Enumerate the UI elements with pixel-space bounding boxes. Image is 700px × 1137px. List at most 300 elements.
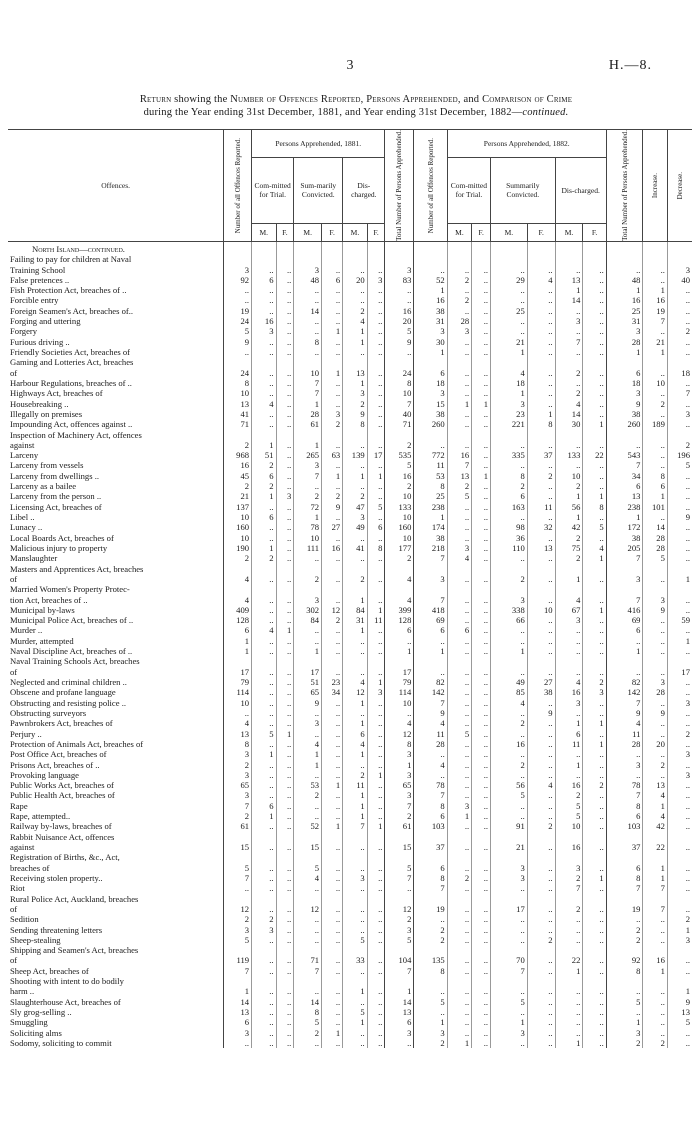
table-cell: .. xyxy=(527,368,555,378)
table-cell: .. xyxy=(491,636,528,646)
reported-1881-header: Number of all Offences Reported. xyxy=(224,130,252,242)
table-cell xyxy=(667,976,692,986)
table-cell: 16 xyxy=(385,306,414,316)
table-cell: .. xyxy=(527,770,555,780)
table-cell xyxy=(583,832,606,842)
table-cell: .. xyxy=(447,955,471,965)
table-cell: 63 xyxy=(322,450,343,460)
table-cell: .. xyxy=(447,595,471,605)
table-cell: 7 xyxy=(606,698,643,708)
table-cell: 1 xyxy=(606,347,643,357)
table-cell: 2 xyxy=(447,295,471,305)
table-cell: .. xyxy=(414,986,447,996)
table-cell xyxy=(491,976,528,986)
offence-label: Forcible entry xyxy=(10,295,59,306)
table-cell: .. xyxy=(252,997,276,1007)
table-cell: .. xyxy=(367,698,385,708)
table-cell: 2 xyxy=(343,574,367,584)
table-cell xyxy=(252,832,276,842)
table-cell xyxy=(643,894,667,904)
table-cell: 1 xyxy=(294,399,322,409)
table-cell: .. xyxy=(583,326,606,336)
table-cell: 2 xyxy=(555,533,583,543)
table-cell xyxy=(224,357,252,367)
table-cell: .. xyxy=(472,553,491,563)
table-cell: .. xyxy=(583,904,606,914)
table-cell: 18 xyxy=(606,378,643,388)
table-cell: .. xyxy=(527,625,555,635)
table-cell xyxy=(343,254,367,264)
table-cell xyxy=(643,656,667,666)
table-cell xyxy=(527,584,555,594)
table-cell: 114 xyxy=(385,687,414,697)
table-cell: 9 xyxy=(667,512,692,522)
table-cell xyxy=(555,976,583,986)
table-cell: 14 xyxy=(294,997,322,1007)
table-cell: .. xyxy=(527,615,555,625)
table-cell: .. xyxy=(447,388,471,398)
table-cell: .. xyxy=(414,265,447,275)
table-cell xyxy=(224,852,252,862)
offence-label: Receiving stolen property.. xyxy=(10,872,103,883)
table-cell xyxy=(643,945,667,955)
table-cell xyxy=(367,656,385,666)
table-cell xyxy=(322,894,343,904)
table-cell: .. xyxy=(583,1017,606,1027)
table-cell: 133 xyxy=(385,502,414,512)
table-cell: 15 xyxy=(224,842,252,852)
table-cell: .. xyxy=(276,388,294,398)
table-cell: .. xyxy=(583,955,606,965)
table-cell: 18 xyxy=(414,378,447,388)
table-cell xyxy=(385,357,414,367)
table-cell: 34 xyxy=(322,687,343,697)
table-cell xyxy=(276,584,294,594)
table-cell: 6 xyxy=(367,522,385,532)
table-row xyxy=(8,852,692,862)
table-row xyxy=(8,254,692,264)
total-1881-header: Total Number of Persons Apprehended. xyxy=(385,130,414,242)
table-cell xyxy=(224,254,252,264)
table-cell: 1 xyxy=(555,966,583,976)
table-cell xyxy=(643,241,667,254)
table-cell: .. xyxy=(472,667,491,677)
table-cell: 5 xyxy=(224,326,252,336)
table-body xyxy=(8,241,692,1048)
m-header: M. xyxy=(294,223,322,241)
table-cell: 2 xyxy=(527,821,555,831)
table-cell xyxy=(252,852,276,862)
table-cell: .. xyxy=(322,873,343,883)
table-cell xyxy=(583,430,606,440)
offence-label: Sending threatening letters xyxy=(10,924,103,935)
offence-label: Rape, attempted.. xyxy=(10,811,71,822)
table-cell: 9 xyxy=(322,502,343,512)
f-header: F. xyxy=(367,223,385,241)
table-cell: 48 xyxy=(606,275,643,285)
table-cell: .. xyxy=(385,883,414,893)
table-cell: .. xyxy=(322,625,343,635)
table-row xyxy=(8,667,692,677)
table-cell: .. xyxy=(367,966,385,976)
table-cell: 3 xyxy=(343,873,367,883)
table-cell: 3 xyxy=(385,749,414,759)
table-cell: 10 xyxy=(224,533,252,543)
table-cell: .. xyxy=(343,265,367,275)
table-cell: .. xyxy=(606,440,643,450)
table-row xyxy=(8,935,692,945)
table-cell: 1 xyxy=(555,574,583,584)
table-cell: 8 xyxy=(414,801,447,811)
offence-label: Perjury .. xyxy=(10,728,42,739)
table-cell: 1 xyxy=(343,790,367,800)
offence-label: Illegally on premises xyxy=(10,408,83,419)
table-cell: .. xyxy=(527,491,555,501)
table-cell: 19 xyxy=(606,904,643,914)
table-cell: 10 xyxy=(224,388,252,398)
table-cell: 71 xyxy=(294,955,322,965)
table-cell: 4 xyxy=(224,574,252,584)
table-cell: .. xyxy=(276,595,294,605)
table-cell: .. xyxy=(385,295,414,305)
summarily-1882-header: Summarily Convicted. xyxy=(491,157,555,223)
table-cell xyxy=(414,852,447,862)
table-cell: 10 xyxy=(555,821,583,831)
table-cell: 3 xyxy=(385,770,414,780)
table-cell: .. xyxy=(583,295,606,305)
table-cell: 1 xyxy=(491,388,528,398)
table-cell: .. xyxy=(367,914,385,924)
table-cell xyxy=(472,241,491,254)
table-cell: .. xyxy=(252,904,276,914)
table-cell: .. xyxy=(252,502,276,512)
table-cell xyxy=(224,564,252,574)
table-cell xyxy=(322,852,343,862)
table-cell: 8 xyxy=(385,739,414,749)
table-cell: .. xyxy=(472,1038,491,1048)
table-cell: 114 xyxy=(224,687,252,697)
table-cell: 66 xyxy=(491,615,528,625)
table-cell: .. xyxy=(472,925,491,935)
table-cell: .. xyxy=(555,378,583,388)
table-cell xyxy=(606,584,643,594)
table-cell: .. xyxy=(667,533,692,543)
table-cell: 260 xyxy=(606,419,643,429)
table-cell: 5 xyxy=(294,1017,322,1027)
offence-label: Pawnbrokers Act, breaches of xyxy=(10,718,113,729)
offence-label: breaches of xyxy=(10,862,50,873)
table-cell: 7 xyxy=(414,553,447,563)
increase-header: Increase. xyxy=(643,130,667,242)
table-cell: 2 xyxy=(294,574,322,584)
table-cell: .. xyxy=(322,914,343,924)
table-row xyxy=(8,1038,692,1048)
table-cell: .. xyxy=(343,966,367,976)
table-cell: .. xyxy=(555,1028,583,1038)
table-cell xyxy=(447,894,471,904)
table-cell: 7 xyxy=(224,873,252,883)
table-cell: 3 xyxy=(667,935,692,945)
table-cell: 172 xyxy=(606,522,643,532)
table-cell: 75 xyxy=(555,543,583,553)
table-cell: .. xyxy=(583,770,606,780)
table-cell: 3 xyxy=(367,275,385,285)
table-cell: .. xyxy=(367,574,385,584)
table-cell: 31 xyxy=(414,316,447,326)
table-cell xyxy=(527,241,555,254)
table-cell xyxy=(667,656,692,666)
table-cell: 6 xyxy=(252,471,276,481)
table-cell: 6 xyxy=(606,625,643,635)
table-cell: .. xyxy=(447,760,471,770)
table-cell: 1 xyxy=(343,986,367,996)
table-cell xyxy=(667,357,692,367)
table-cell: 84 xyxy=(343,605,367,615)
table-cell: 1 xyxy=(414,646,447,656)
table-cell xyxy=(414,976,447,986)
title-and: and xyxy=(460,94,483,105)
table-cell xyxy=(491,945,528,955)
table-cell: .. xyxy=(322,935,343,945)
table-cell: .. xyxy=(414,1007,447,1017)
table-cell: 12 xyxy=(385,904,414,914)
table-cell: .. xyxy=(667,337,692,347)
table-cell xyxy=(385,852,414,862)
table-cell: .. xyxy=(491,914,528,924)
table-row xyxy=(8,883,692,893)
table-cell: .. xyxy=(643,450,667,460)
table-cell: 4 xyxy=(294,739,322,749)
table-cell: .. xyxy=(322,739,343,749)
table-cell: .. xyxy=(667,739,692,749)
table-cell xyxy=(224,430,252,440)
table-cell xyxy=(385,584,414,594)
table-cell: 1 xyxy=(491,646,528,656)
table-cell: 174 xyxy=(414,522,447,532)
table-cell: .. xyxy=(555,265,583,275)
table-row xyxy=(8,481,692,491)
table-cell xyxy=(276,564,294,574)
table-cell xyxy=(643,976,667,986)
table-cell: 3 xyxy=(555,615,583,625)
table-cell xyxy=(472,976,491,986)
table-cell: 61 xyxy=(385,821,414,831)
table-cell: .. xyxy=(491,460,528,470)
offence-label: Inspection of Machinery Act, offences xyxy=(10,429,142,440)
table-cell: 38 xyxy=(606,533,643,543)
table-cell: 265 xyxy=(294,450,322,460)
table-cell: .. xyxy=(367,955,385,965)
table-row xyxy=(8,955,692,965)
table-cell: .. xyxy=(252,605,276,615)
table-cell: .. xyxy=(643,1028,667,1038)
table-row xyxy=(8,471,692,481)
table-cell: .. xyxy=(367,780,385,790)
table-cell: 1 xyxy=(447,811,471,821)
table-cell xyxy=(224,656,252,666)
table-cell xyxy=(224,241,252,254)
table-cell: .. xyxy=(276,749,294,759)
table-cell: .. xyxy=(583,512,606,522)
table-cell: 2 xyxy=(252,481,276,491)
table-cell: .. xyxy=(472,460,491,470)
table-cell: 238 xyxy=(606,502,643,512)
table-cell xyxy=(367,832,385,842)
table-cell: .. xyxy=(583,997,606,1007)
offence-label: Larceny from the person .. xyxy=(10,491,102,502)
table-cell: .. xyxy=(447,770,471,780)
table-cell: 3 xyxy=(667,770,692,780)
table-cell: 2 xyxy=(667,729,692,739)
offence-label: North Island—continued. xyxy=(32,243,125,254)
table-cell: .. xyxy=(527,326,555,336)
table-cell: 9 xyxy=(294,698,322,708)
table-cell: .. xyxy=(322,997,343,1007)
table-cell: 49 xyxy=(491,677,528,687)
table-cell: .. xyxy=(294,811,322,821)
f-header: F. xyxy=(322,223,343,241)
table-row xyxy=(8,894,692,904)
table-cell xyxy=(224,832,252,842)
table-cell: .. xyxy=(583,698,606,708)
table-cell: 41 xyxy=(224,409,252,419)
table-cell: .. xyxy=(643,440,667,450)
table-cell: 218 xyxy=(414,543,447,553)
table-cell: 119 xyxy=(224,955,252,965)
table-cell xyxy=(385,656,414,666)
table-cell: .. xyxy=(472,285,491,295)
table-row xyxy=(8,522,692,532)
table-cell: 13 xyxy=(606,491,643,501)
table-cell: .. xyxy=(472,770,491,780)
table-cell: .. xyxy=(367,801,385,811)
table-cell: .. xyxy=(252,615,276,625)
table-cell: .. xyxy=(491,326,528,336)
table-cell: .. xyxy=(667,399,692,409)
table-cell: .. xyxy=(252,935,276,945)
table-cell: 1 xyxy=(343,718,367,728)
table-cell: 9 xyxy=(385,337,414,347)
table-cell: .. xyxy=(472,265,491,275)
table-cell: .. xyxy=(667,904,692,914)
table-cell: .. xyxy=(472,491,491,501)
table-cell: .. xyxy=(472,419,491,429)
table-cell: 16 xyxy=(555,842,583,852)
table-cell: 1 xyxy=(343,595,367,605)
table-cell: 1 xyxy=(343,378,367,388)
table-cell: 14 xyxy=(643,522,667,532)
table-cell: 1 xyxy=(385,986,414,996)
table-cell: .. xyxy=(367,316,385,326)
table-cell: .. xyxy=(472,595,491,605)
table-cell: .. xyxy=(491,440,528,450)
table-cell: .. xyxy=(472,337,491,347)
table-cell: 1 xyxy=(643,873,667,883)
table-cell: 3 xyxy=(667,749,692,759)
table-cell: 3 xyxy=(667,698,692,708)
table-cell xyxy=(252,894,276,904)
table-cell: .. xyxy=(343,925,367,935)
table-cell: 8 xyxy=(385,378,414,388)
table-cell: .. xyxy=(527,440,555,450)
table-cell: 3 xyxy=(252,326,276,336)
table-cell: .. xyxy=(322,770,343,780)
offence-label: Neglected and criminal children .. xyxy=(10,677,127,688)
table-cell: 9 xyxy=(643,708,667,718)
table-cell: .. xyxy=(527,460,555,470)
table-cell: 28 xyxy=(414,739,447,749)
table-cell xyxy=(527,357,555,367)
table-cell: 38 xyxy=(414,306,447,316)
table-cell: 5 xyxy=(367,502,385,512)
committed-1882-header: Com-mitted for Trial. xyxy=(447,157,490,223)
table-cell xyxy=(276,976,294,986)
table-cell: .. xyxy=(276,914,294,924)
table-cell: 65 xyxy=(224,780,252,790)
table-cell: .. xyxy=(276,935,294,945)
table-cell: .. xyxy=(276,1007,294,1017)
table-cell: .. xyxy=(472,760,491,770)
table-cell: 2 xyxy=(555,481,583,491)
table-cell: 20 xyxy=(385,316,414,326)
table-row xyxy=(8,357,692,367)
table-cell: 9 xyxy=(667,997,692,1007)
table-cell: .. xyxy=(527,295,555,305)
table-cell: .. xyxy=(294,625,322,635)
table-row xyxy=(8,533,692,543)
table-cell: .. xyxy=(276,863,294,873)
table-cell: .. xyxy=(555,625,583,635)
table-cell: 101 xyxy=(643,502,667,512)
table-cell: .. xyxy=(667,295,692,305)
table-cell: .. xyxy=(276,636,294,646)
table-cell: 10 xyxy=(385,698,414,708)
table-cell: 13 xyxy=(224,729,252,739)
table-cell: 2 xyxy=(606,1038,643,1048)
table-cell: 1 xyxy=(491,347,528,357)
table-cell: .. xyxy=(367,646,385,656)
table-cell: .. xyxy=(276,378,294,388)
table-cell: .. xyxy=(322,718,343,728)
table-cell: 2 xyxy=(606,935,643,945)
table-cell xyxy=(606,945,643,955)
table-cell: .. xyxy=(447,935,471,945)
table-cell: 16 xyxy=(643,955,667,965)
table-cell: .. xyxy=(583,275,606,285)
table-cell: .. xyxy=(276,801,294,811)
table-cell: .. xyxy=(667,481,692,491)
table-cell: .. xyxy=(322,636,343,646)
table-cell xyxy=(367,430,385,440)
table-cell: .. xyxy=(527,966,555,976)
table-cell: 10 xyxy=(555,471,583,481)
table-cell: 190 xyxy=(224,543,252,553)
table-cell: 6 xyxy=(606,481,643,491)
table-row xyxy=(8,780,692,790)
table-cell: 2 xyxy=(322,615,343,625)
table-cell: 2 xyxy=(555,790,583,800)
table-cell: .. xyxy=(447,285,471,295)
table-cell: .. xyxy=(294,295,322,305)
table-cell: .. xyxy=(294,316,322,326)
table-cell: 13 xyxy=(667,1007,692,1017)
table-cell: .. xyxy=(252,986,276,996)
table-cell: .. xyxy=(527,904,555,914)
table-cell: 2 xyxy=(343,770,367,780)
table-cell: 2 xyxy=(667,326,692,336)
table-cell: 12 xyxy=(343,687,367,697)
table-cell xyxy=(606,241,643,254)
